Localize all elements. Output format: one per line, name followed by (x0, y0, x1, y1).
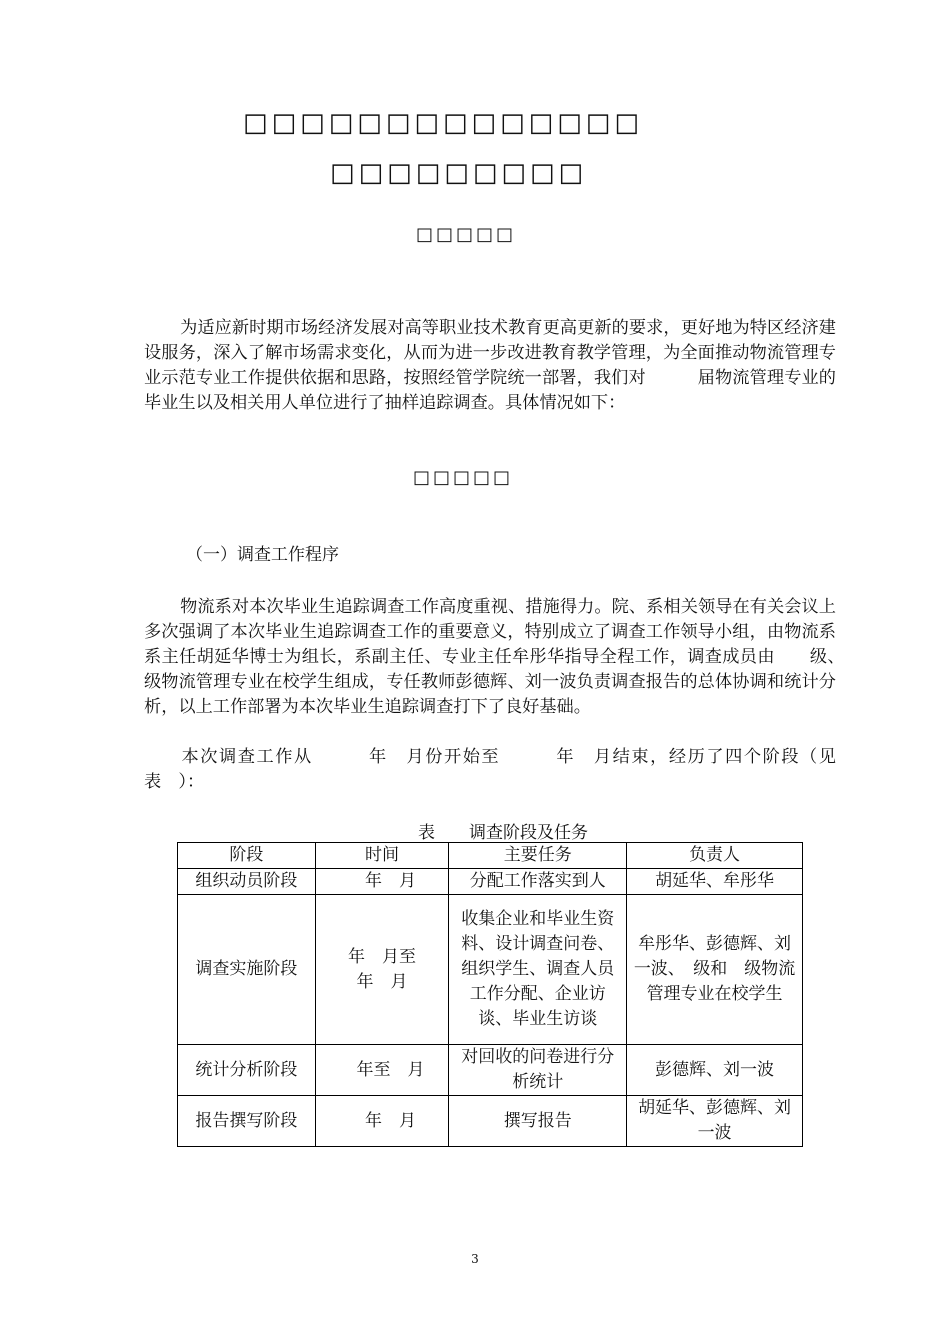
stage-cell: 组织动员阶段 (178, 869, 316, 895)
body-paragraph (144, 595, 871, 720)
header-cell: 主要任务 (449, 843, 627, 869)
time-cell: 年 月至 年 月 (315, 895, 449, 1045)
owner-cell: 胡延华、牟彤华 (627, 869, 803, 895)
table-caption: 表 调查阶段及任务 (418, 823, 588, 843)
intro-paragraph (144, 316, 836, 416)
intro-paragraph-text: 为适应新时期市场经济发展对高等职业技术教育更高更新的要求，更好地为特区经济建设服务，深入了解市场需求变化，从而为进一步改进教育教学管理，为全面推动物流管理专业示范专业工作提供依据和思路，按照经管学院统一部署，我们对 届物流管理专业的毕业生以及相关用人单位进行了抽样追踪调查。具体情况如下： (144, 318, 836, 413)
stage-cell: 统计分析阶段 (178, 1045, 316, 1096)
table-row (178, 869, 803, 895)
owner-cell: 牟彤华、彭德辉、刘一波、 级和 级物流管理专业在校学生 (627, 895, 803, 1045)
body-paragraph-text: 物流系对本次毕业生追踪调查工作高度重视、措施得力。院、系相关领导在有关会议上多次强调了本次毕业生追踪调查工作的重要意义，特别成立了调查工作领导小组，由物流系系主任胡延华博士为组长，系副主任、专业主任牟彤华指导全程工作，调查成员由 级、 级物流管理专业在校学生组成，专任教师彭德辉、刘一波负责调查报告的总体协调和统计分析，以上工作部署为本次毕业生追踪调查打下了良好基础。 (144, 597, 871, 717)
header-cell: 负责人 (627, 843, 803, 869)
stage-cell: 调查实施阶段 (178, 895, 316, 1045)
table-row (178, 895, 803, 1045)
document-title-line2: □□□□□□□□□ (330, 158, 588, 188)
timeline-paragraph (144, 745, 836, 795)
task-cell: 收集企业和毕业生资料、设计调查问卷、组织学生、调查人员工作分配、企业访谈、毕业生访谈 (449, 895, 627, 1045)
task-cell: 分配工作落实到人 (449, 869, 627, 895)
time-cell: 年 月 (315, 1096, 449, 1147)
time-cell: 年 月 (315, 869, 449, 895)
table-row (178, 1045, 803, 1096)
header-cell: 时间 (315, 843, 449, 869)
page-number: 3 (471, 1252, 479, 1266)
timeline-paragraph-text: 本次调查工作从 年 月份开始至 年 月结束，经历了四个阶段（见表 ）： (144, 747, 836, 792)
task-cell: 撰写报告 (449, 1096, 627, 1147)
subheading: （一）调查工作程序 (186, 545, 339, 565)
stage-cell: 报告撰写阶段 (178, 1096, 316, 1147)
document-title-line1: □□□□□□□□□□□□□□ (243, 108, 643, 138)
stages-table (177, 842, 803, 1147)
section2-heading: □□□□□ (413, 467, 514, 488)
header-cell: 阶段 (178, 843, 316, 869)
task-cell: 对回收的问卷进行分析统计 (449, 1045, 627, 1096)
owner-cell: 胡延华、彭德辉、刘一波 (627, 1096, 803, 1147)
time-cell: 年至 月 (315, 1045, 449, 1096)
owner-cell: 彭德辉、刘一波 (627, 1045, 803, 1096)
table-row (178, 1096, 803, 1147)
section1-heading: □□□□□ (416, 224, 517, 245)
table-header-row (178, 843, 803, 869)
